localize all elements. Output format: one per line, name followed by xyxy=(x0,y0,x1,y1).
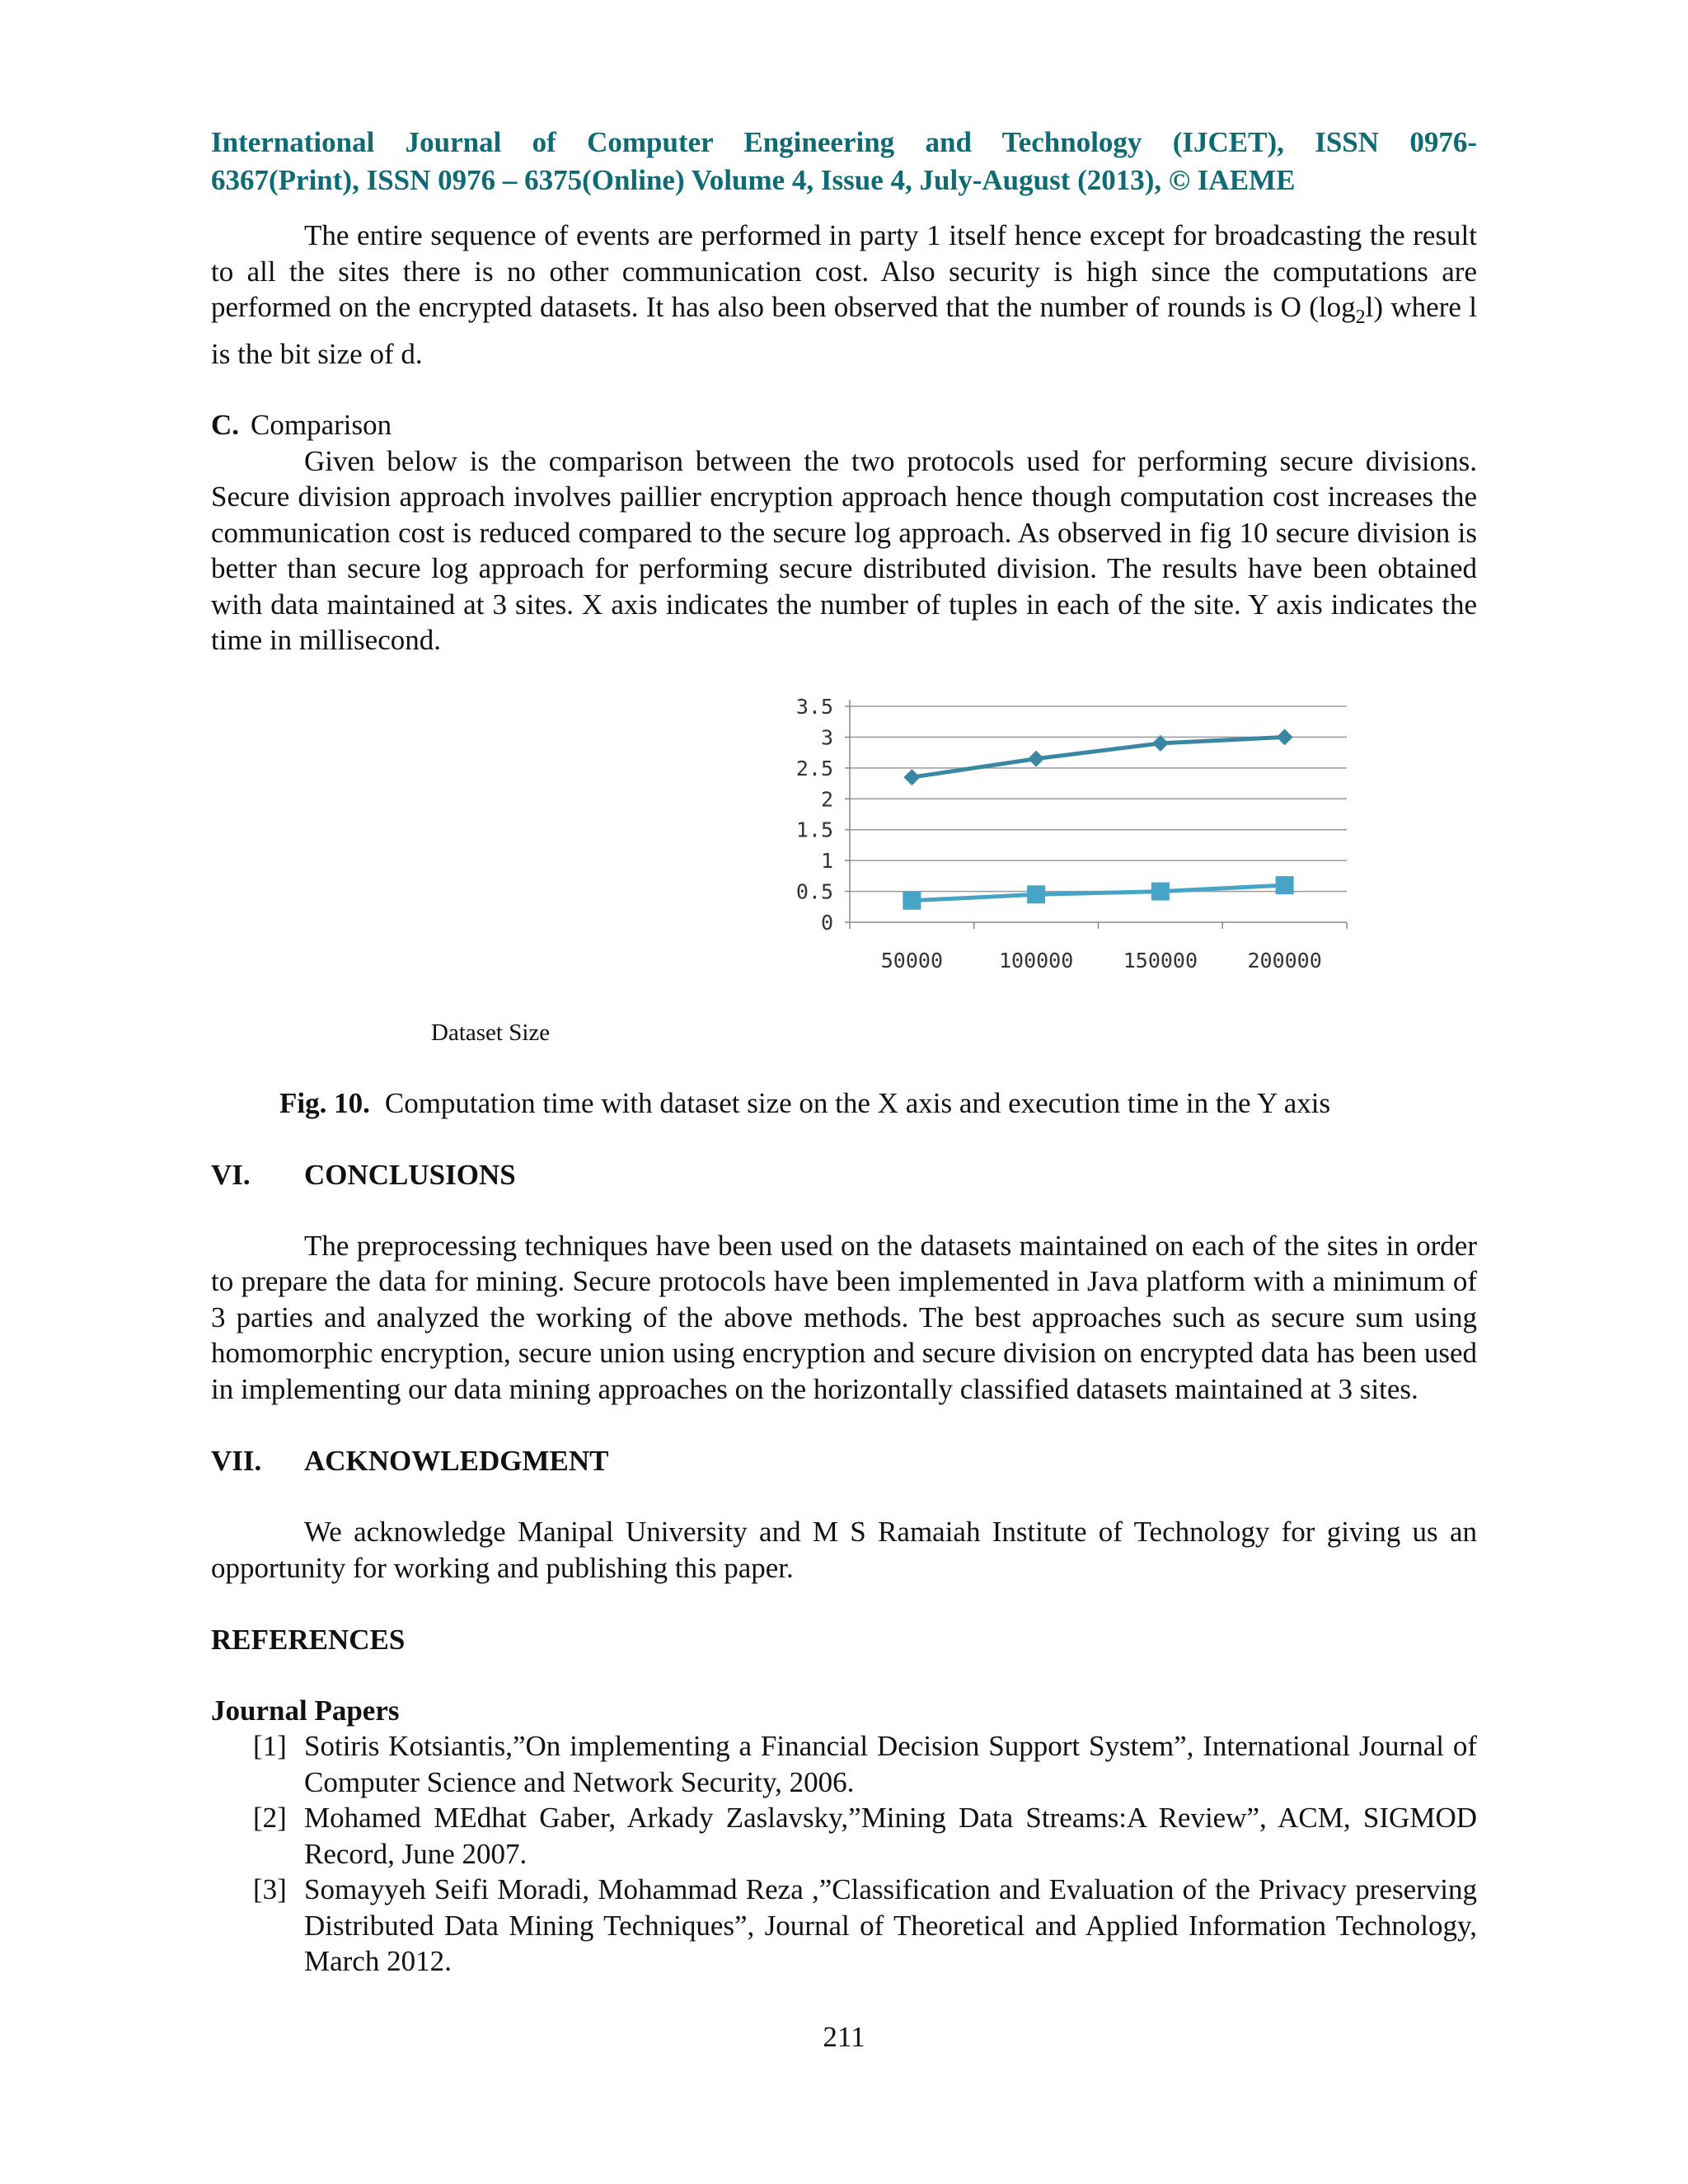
y-tick-label: 2 xyxy=(820,786,833,811)
acknowledgment-paragraph: We acknowledge Manipal University and M S Ramaiah Institute of Technology for giving us an opportunity for working and publishing this paper. xyxy=(211,1516,1477,1584)
x-axis-label: Dataset Size xyxy=(431,1019,551,1046)
x-tick-label: 100000 xyxy=(998,948,1074,972)
reference-number: [2] xyxy=(253,1802,287,1834)
figure-caption-text: Computation time with dataset size on the X axis and execution time in the Y axis xyxy=(384,1086,1331,1119)
comparison-heading xyxy=(211,407,1477,443)
acknowledgment-number: VII. xyxy=(211,1445,262,1477)
data-point xyxy=(1027,885,1045,903)
journal-papers-title: Journal Papers xyxy=(211,1694,400,1727)
series-line xyxy=(912,737,1284,777)
acknowledgment-heading xyxy=(211,1443,1477,1479)
conclusions-number: VI. xyxy=(211,1158,251,1191)
y-tick-label: 2.5 xyxy=(795,756,833,780)
log-subscript: 2 xyxy=(1355,307,1366,328)
figure-10 xyxy=(211,683,1477,1079)
x-tick-label: 200000 xyxy=(1247,948,1322,972)
conclusions-paragraph: The preprocessing techniques have been used on the datasets maintained on each of the sites in order to prepare the data for mining. Secure protocols have been implemented in Java platform with a minimum of 3 parties and analyzed the working of the above methods. The best approaches such as secure sum using homomorphic encryption, secure union using encryption and secure division on encrypted data has been used in implementing our data mining approaches on the horizontally classified datasets maintained at 3 sites. xyxy=(211,1229,1477,1405)
figure-caption xyxy=(279,1085,1477,1121)
chart-series xyxy=(903,729,1293,909)
reference-item xyxy=(211,1800,1477,1872)
conclusions-heading xyxy=(211,1157,1477,1193)
page-number: 211 xyxy=(823,2021,865,2053)
series-2 xyxy=(903,876,1293,910)
x-tick-label: 150000 xyxy=(1123,948,1198,972)
series-line xyxy=(912,885,1284,901)
figure-label: Fig. 10. xyxy=(279,1086,370,1119)
comparison-paragraph: Given below is the comparison between the two protocols used for performing secure divisions. Secure division approach involves paillier encryption approach hence though computation cost increases the communication cost is reduced compared to the secure log approach. As observed in fig 10 secure division is better than secure log approach for performing secure distributed division. The results have been obtained with data maintained at 3 sites. X axis indicates the number of tuples in each of the site. Y axis indicates the time in millisecond. xyxy=(211,444,1477,656)
line-chart xyxy=(549,683,1357,1013)
reference-list xyxy=(211,1728,1477,1980)
references-title: REFERENCES xyxy=(211,1624,406,1656)
page xyxy=(211,124,1477,1980)
conclusions-title: CONCLUSIONS xyxy=(304,1158,516,1191)
reference-text: Somayyeh Seifi Moradi, Mohammad Reza ,”Classification and Evaluation of the Privacy preserving Distributed Data Mining Techniques”, Journal of Theoretical and Applied Information Technology, March 2012. xyxy=(304,1873,1477,1977)
data-point xyxy=(1277,729,1293,745)
x-tick-labels xyxy=(881,949,1322,972)
y-tick-label: 1.5 xyxy=(795,818,833,842)
data-point xyxy=(903,769,920,785)
comparison-title: Comparison xyxy=(251,409,392,441)
reference-number: [3] xyxy=(253,1873,287,1905)
reference-text: Mohamed MEdhat Gaber, Arkady Zaslavsky,”Mining Data Streams:A Review”, ACM, SIGMOD Record, June 2007. xyxy=(304,1802,1477,1870)
x-tick-label: 50000 xyxy=(880,948,944,972)
journal-header-line2: 6367(Print), ISSN 0976 – 6375(Online) Volume 4, Issue 4, July-August (2013), © IAEME xyxy=(211,164,1296,196)
reference-text: Sotiris Kotsiantis,”On implementing a Financial Decision Support System”, International Journal of Computer Science and Network Security, 2006. xyxy=(304,1730,1477,1798)
y-tick-label: 1 xyxy=(820,848,833,873)
comparison-letter: C. xyxy=(211,409,240,441)
y-tick-label: 0.5 xyxy=(795,879,833,904)
reference-number: [1] xyxy=(253,1730,287,1762)
journal-header xyxy=(211,124,1477,199)
reference-item xyxy=(211,1728,1477,1800)
journal-header-line1: International Journal of Computer Engineering and Technology (IJCET), ISSN 0976- xyxy=(211,126,1477,158)
reference-item xyxy=(211,1872,1477,1980)
intro-paragraph: The entire sequence of events are performed in party 1 itself hence except for broadcasting the result to all the sites there is no other communication cost. Also security is high since the computations are performed on the encrypted datasets. It has also been observed that the number of rounds is O $(\log_2l)$ where l is the bit size of d. xyxy=(211,219,1477,370)
data-point xyxy=(903,891,921,909)
y-tick-label: 3.5 xyxy=(795,694,833,719)
data-point xyxy=(1028,750,1044,766)
y-tick-labels xyxy=(796,695,833,935)
y-tick-label: 0 xyxy=(820,910,833,935)
acknowledgment-title: ACKNOWLEDGMENT xyxy=(304,1445,609,1477)
data-point xyxy=(1151,882,1170,900)
data-point xyxy=(1276,876,1294,894)
y-tick-label: 3 xyxy=(820,724,833,749)
